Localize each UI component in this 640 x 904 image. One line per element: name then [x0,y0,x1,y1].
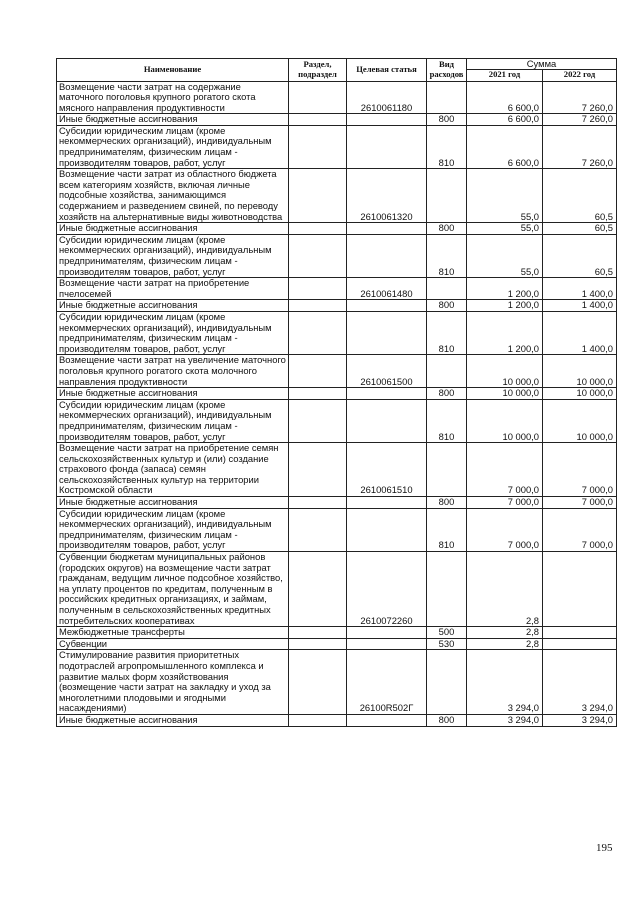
row-target-cell [347,714,427,726]
row-type-cell: 810 [427,399,467,442]
row-target-cell [347,497,427,509]
row-sum-2021-cell: 55,0 [467,223,543,235]
row-type-cell [427,552,467,627]
row-target-cell [347,223,427,235]
row-sum-2021-cell: 1 200,0 [467,300,543,312]
row-name-cell: Возмещение части затрат на приобретение пчелосемей [57,278,289,300]
row-sum-2022-cell: 3 294,0 [543,714,617,726]
row-section-cell [289,443,347,497]
row-target-cell: 2610061510 [347,443,427,497]
row-sum-2021-cell: 2,8 [467,627,543,639]
row-sum-2021-cell: 7 000,0 [467,443,543,497]
row-sum-2022-cell [543,638,617,650]
table-row [57,114,617,126]
table-row [57,627,617,639]
row-type-cell: 800 [427,300,467,312]
row-sum-2022-cell: 60,5 [543,223,617,235]
row-type-cell [427,650,467,715]
page-number: 195 [596,842,613,854]
row-name-cell: Субсидии юридическим лицам (кроме некоммерческих организаций), индивидуальным предпринимателям, физическим лицам - производителям товаров, работ, услуг [57,234,289,277]
budget-table [56,58,617,727]
row-sum-2022-cell: 60,5 [543,169,617,223]
row-name-cell: Субвенции [57,638,289,650]
row-target-cell [347,388,427,400]
table-row [57,508,617,551]
row-type-cell: 530 [427,638,467,650]
row-name-cell: Возмещение части затрат на увеличение маточного поголовья крупного рогатого скота молочного направления продуктивности [57,355,289,388]
row-name-cell: Межбюджетные трансферты [57,627,289,639]
row-type-cell: 800 [427,114,467,126]
row-section-cell [289,714,347,726]
row-section-cell [289,627,347,639]
row-sum-2021-cell: 1 200,0 [467,278,543,300]
row-type-cell: 500 [427,627,467,639]
table-row [57,443,617,497]
row-target-cell [347,300,427,312]
row-type-cell: 800 [427,388,467,400]
row-section-cell [289,638,347,650]
row-type-cell [427,355,467,388]
table-row [57,311,617,354]
row-sum-2021-cell: 7 000,0 [467,497,543,509]
row-name-cell: Иные бюджетные ассигнования [57,300,289,312]
row-sum-2022-cell: 7 260,0 [543,114,617,126]
row-target-cell [347,114,427,126]
row-section-cell [289,125,347,168]
row-section-cell [289,508,347,551]
row-sum-2022-cell: 1 400,0 [543,311,617,354]
row-target-cell [347,311,427,354]
row-sum-2021-cell: 10 000,0 [467,355,543,388]
row-type-cell: 800 [427,714,467,726]
row-section-cell [289,650,347,715]
row-name-cell: Возмещение части затрат из областного бюджета всем категориям хозяйств, включая личные подсобные хозяйства, занимающимся содержанием и разведением свиней, по переводу хозяйств на альтернативные виды животноводства [57,169,289,223]
row-sum-2021-cell: 10 000,0 [467,399,543,442]
row-name-cell: Субвенции бюджетам муниципальных районов (городских округов) на возмещение части затрат гражданам, ведущим личное подсобное хозяйство, на уплату процентов по кредитам, полученным в российских кредитных организациях, и займам, полученным в сельскохозяйственных кредитных потребительских кооперативах [57,552,289,627]
row-target-cell [347,234,427,277]
row-target-cell: 2610061180 [347,81,427,114]
row-type-cell: 810 [427,311,467,354]
row-sum-2021-cell: 3 294,0 [467,714,543,726]
table-row [57,278,617,300]
row-name-cell: Субсидии юридическим лицам (кроме некоммерческих организаций), индивидуальным предпринимателям, физическим лицам - производителям товаров, работ, услуг [57,508,289,551]
row-section-cell [289,552,347,627]
row-target-cell: 2610061480 [347,278,427,300]
row-section-cell [289,388,347,400]
row-section-cell [289,278,347,300]
row-section-cell [289,169,347,223]
row-type-cell: 810 [427,508,467,551]
row-target-cell [347,627,427,639]
row-sum-2022-cell: 1 400,0 [543,278,617,300]
row-sum-2021-cell: 6 600,0 [467,125,543,168]
row-sum-2021-cell: 2,8 [467,638,543,650]
row-target-cell [347,508,427,551]
row-sum-2022-cell: 1 400,0 [543,300,617,312]
row-sum-2022-cell: 7 000,0 [543,508,617,551]
row-sum-2021-cell: 10 000,0 [467,388,543,400]
table-row [57,300,617,312]
row-target-cell: 2610072260 [347,552,427,627]
row-sum-2021-cell: 6 600,0 [467,114,543,126]
row-type-cell [427,278,467,300]
row-section-cell [289,114,347,126]
row-name-cell: Стимулирование развития приоритетных подотраслей агропромышленного комплекса и развитие малых форм хозяйствования (возмещение части затрат на закладку и уход за многолетними плодовыми и ягодными насаждениями) [57,650,289,715]
table-row [57,169,617,223]
row-section-cell [289,497,347,509]
row-section-cell [289,234,347,277]
row-target-cell: 2610061500 [347,355,427,388]
row-sum-2022-cell: 7 000,0 [543,497,617,509]
table-row [57,650,617,715]
header-name: Наименование [57,59,289,82]
row-name-cell: Иные бюджетные ассигнования [57,388,289,400]
row-name-cell: Возмещение части затрат на приобретение семян сельскохозяйственных культур и (или) создание страхового фонда (запаса) семян сельскохозяйственных культур на территории Костромской области [57,443,289,497]
table-row [57,81,617,114]
header-section: Раздел, подраздел [289,59,347,82]
row-section-cell [289,399,347,442]
table-row [57,638,617,650]
table-row [57,399,617,442]
table-row [57,714,617,726]
row-type-cell [427,169,467,223]
header-type: Вид расходов [427,59,467,82]
row-target-cell [347,638,427,650]
row-name-cell: Субсидии юридическим лицам (кроме некоммерческих организаций), индивидуальным предпринимателям, физическим лицам - производителям товаров, работ, услуг [57,125,289,168]
row-sum-2022-cell: 60,5 [543,234,617,277]
row-sum-2022-cell: 10 000,0 [543,399,617,442]
row-type-cell: 810 [427,125,467,168]
row-name-cell: Иные бюджетные ассигнования [57,223,289,235]
table-row [57,388,617,400]
row-sum-2022-cell: 7 000,0 [543,443,617,497]
row-target-cell [347,399,427,442]
row-sum-2022-cell: 3 294,0 [543,650,617,715]
row-sum-2021-cell: 3 294,0 [467,650,543,715]
header-target: Целевая статья [347,59,427,82]
row-name-cell: Иные бюджетные ассигнования [57,114,289,126]
row-sum-2021-cell: 7 000,0 [467,508,543,551]
row-type-cell: 800 [427,497,467,509]
table-row [57,234,617,277]
row-sum-2022-cell: 7 260,0 [543,81,617,114]
row-target-cell: 26100R502Г [347,650,427,715]
row-sum-2021-cell: 6 600,0 [467,81,543,114]
row-type-cell: 810 [427,234,467,277]
row-sum-2022-cell [543,627,617,639]
row-name-cell: Субсидии юридическим лицам (кроме некоммерческих организаций), индивидуальным предпринимателям, физическим лицам - производителям товаров, работ, услуг [57,399,289,442]
row-sum-2022-cell: 10 000,0 [543,388,617,400]
row-name-cell: Иные бюджетные ассигнования [57,497,289,509]
header-sum: Сумма [467,59,617,70]
row-name-cell: Иные бюджетные ассигнования [57,714,289,726]
table-row [57,552,617,627]
row-type-cell: 800 [427,223,467,235]
row-target-cell: 2610061320 [347,169,427,223]
header-year-2022: 2022 год [543,69,617,81]
row-sum-2021-cell: 1 200,0 [467,311,543,354]
row-section-cell [289,311,347,354]
row-sum-2022-cell [543,552,617,627]
table-row [57,355,617,388]
row-sum-2021-cell: 55,0 [467,234,543,277]
row-sum-2021-cell: 55,0 [467,169,543,223]
row-type-cell [427,81,467,114]
header-year-2021: 2021 год [467,69,543,81]
table-row [57,223,617,235]
row-section-cell [289,300,347,312]
row-name-cell: Возмещение части затрат на содержание маточного поголовья крупного рогатого скота мясного направления продуктивности [57,81,289,114]
table-row [57,497,617,509]
row-sum-2022-cell: 7 260,0 [543,125,617,168]
row-section-cell [289,223,347,235]
row-target-cell [347,125,427,168]
row-section-cell [289,355,347,388]
row-name-cell: Субсидии юридическим лицам (кроме некоммерческих организаций), индивидуальным предпринимателям, физическим лицам - производителям товаров, работ, услуг [57,311,289,354]
row-section-cell [289,81,347,114]
table-row [57,125,617,168]
row-sum-2021-cell: 2,8 [467,552,543,627]
row-sum-2022-cell: 10 000,0 [543,355,617,388]
row-type-cell [427,443,467,497]
